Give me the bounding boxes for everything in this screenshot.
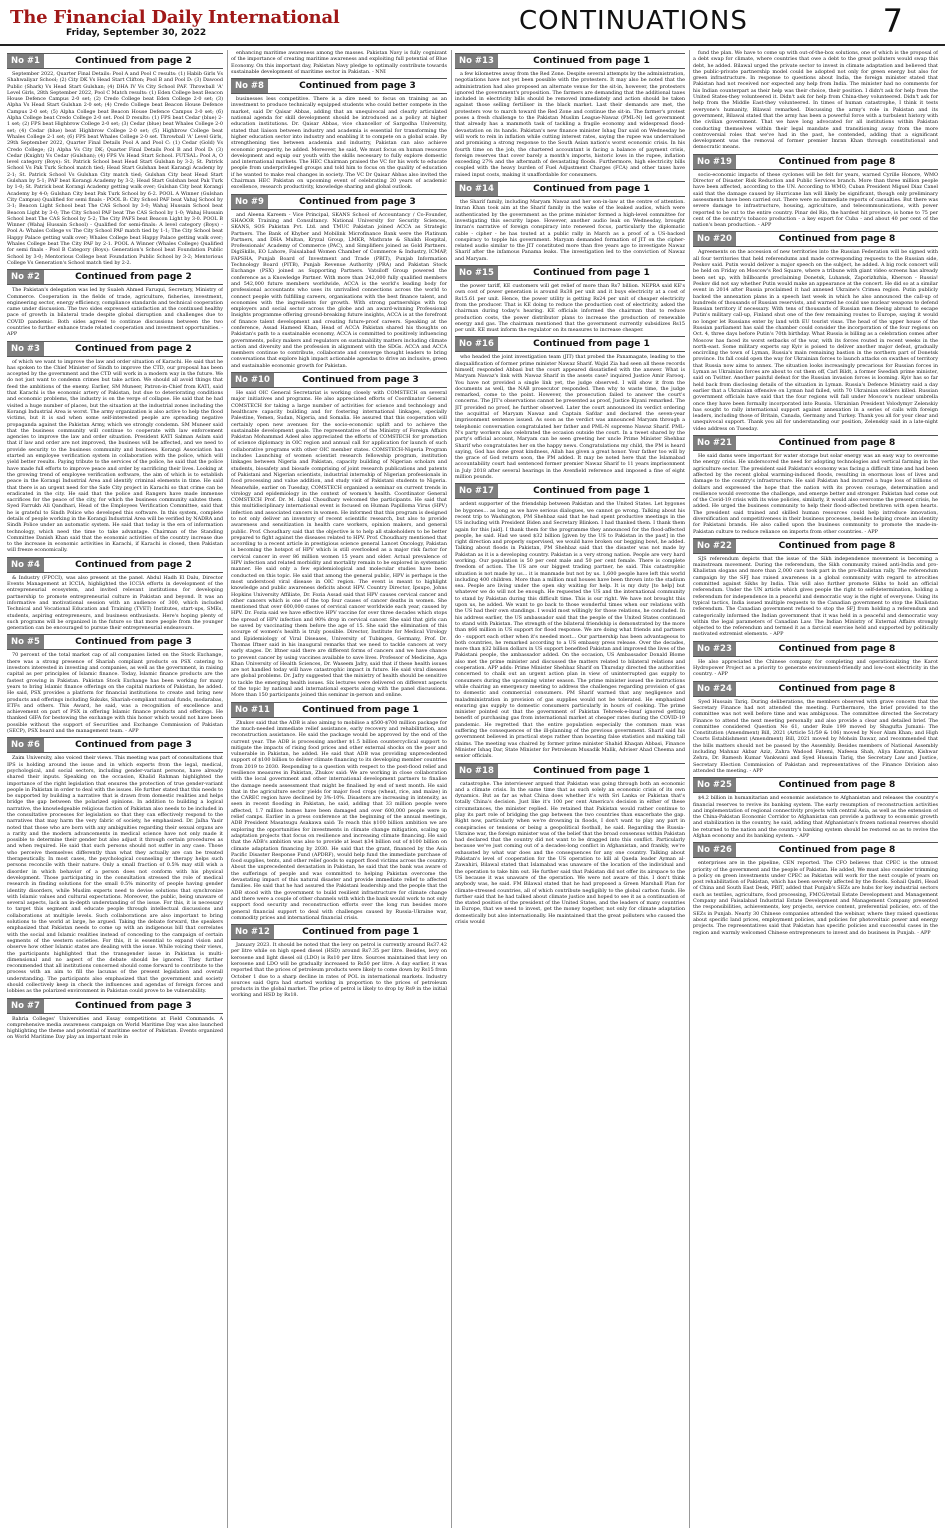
article-continuation-title: Continued from page 8: [778, 540, 896, 551]
column-2: [231, 50, 447, 1528]
article-continuation-title: Continued from page 8: [778, 683, 896, 694]
article-body: catastrophe. The interviewer argued that Pakistan was going through both an economic and a climate crisis. In the same time that as such solely an economic crisis of its own dynamics. But as far as what China does whether it's with Sri Lanka or Pakistan that's totally China's decision. Just like it's 100 per cent America's decision in either of these circumstances, the minister replied. He retained that Pakistan would rather continue to play its part role of bridging the gap between the two countries than exacerbate the gap. Right now, particularly when we're drowning in floods, I don't want to play any part in conspiracies or tensions or being a geopolitical football, he said. Regarding the Russia-Ukraine war, the foreign minister was of the belief that the broad consensus within Pakistan had declared that the country did not want to be dragged into this conflict. Particularly because we've just coming out of a decades-long conflict in Afghanistan, and frankly, we're exhausted by what war does and the consequences for any one country. Talking about Pakistan's level of cooperation for the US operation to kill al Qaeda leader Ayman al-Zawahiri, Bilawal stated that Islamabad was unaware of the location of the individual and the operation to take him out. He further said that Pakistan did not offer its airspace to the US because it was unaware of the operation. We were not aware of this. I don't think anybody was, he said. FM Bilawal stated that he had proposed a Green Marshall Plan for climate-stressed countries, all of which contribute negligibly to the global carbon funds. He further said that he had talked about climate justice and hoped to see it as a continuation of the stated position of the president of the United States, and the leaders of many countries in Europe, that we need to invest, get the money together, not only for climate adaptation domestically but also internationally. He maintained that the great polluters who caused the crisis would: [455, 780, 685, 926]
article: [7, 995, 223, 1041]
article-number-badge: No #12: [231, 925, 274, 939]
article-header: [693, 538, 938, 554]
article-number-badge: No #13: [455, 54, 498, 68]
article-header: [231, 78, 447, 94]
column-divider: [451, 50, 452, 1528]
masthead: [0, 0, 945, 46]
article-number-badge: No #4: [7, 558, 44, 572]
article: [231, 921, 447, 999]
article-number-badge: No #16: [455, 337, 498, 351]
section-title: CONTINUATIONS: [519, 6, 748, 36]
article: [693, 678, 938, 775]
article: [455, 50, 685, 178]
article-header: [693, 154, 938, 170]
article: [693, 535, 938, 638]
article: [693, 432, 938, 535]
article-continuation-title: Continued from page 3: [75, 740, 192, 751]
article-header: [7, 557, 223, 573]
article-body: Agreements on the accession of new territories into the Russian Federation will be signed with all four territories that held referendums and made corresponding requests to the Russian side, Peskov said. Putin would deliver a major speech on the subject, he added. A big rock concert will be held on Friday on Moscow's Red Square, where a tribune with giant video screens has already been set up, with billboards proclaiming Donetsk, Luhansk, Zaporizhzhia, Kherson - Russia! Peskov did not say whether Putin would make an appearance at the concert. He did so at a similar event in 2014 after Russia proclaimed it had annexed Ukraine's Crimea region. Putin publicly backed the annexation plans in a speech last week in which he also announced the call-up of hundreds of thousands of Russian reservists, and warned he could use nuclear weapons to defend Russian territory if necessary. With tens of thousands of Russian men fleeing abroad to escape Putin's military call-up, Finland shut one of the few remaining routes to Europe, saying it would no longer let Russians enter by land with EU tourist visas. The head of the upper house of the Russian parliament has said the chamber could consider the incorporation of the four regions on Oct. 4, three days before Putin's 70th birthday. What Russia is billing as a celebration comes after Moscow has faced its worst setbacks of the war, with its forces routed in recent weeks in the north-east. Some military experts say Kyiv is poised to deliver another major defeat, gradually encircling the town of Lyman, Russia's main remaining bastion in the northern part of Donetsk province. Its fall could open the way for Ukrainian forces to launch attacks on swathes of territory that Russia now aims to annex. The situation looks increasingly precarious for Russian forces in Lyman as Ukrainian forces are about to cut them off, Carl Bildt, a former Swedish prime minister, said on Twitter. Another painful defeat for the Russian invasion forces is looming. Kyiv has so far held back from disclosing details of the situation in Lyman. Russia's Defence Ministry said a day earlier that a Ukrainian offensive on Lyman had failed, with 70 Ukrainian soldiers killed. Russian government officials have said that the four regions will fall under Moscow's nuclear umbrella once they have been formally incorporated into Russia. Ukrainian President Volodymyr Zelenskiy has sought to rally international support against annexation in a series of calls with foreign leaders, including those of Britain, Canada, Germany and Turkey. Thank you all for your clear and unequivocal support. Thank you all for understanding our position, Zelenskiy said in a late-night video address on Tuesday.: [693, 249, 938, 432]
newspaper-title[interactable]: The Financial Daily International: [10, 7, 340, 28]
article-continuation-title: Continued from page 8: [778, 845, 896, 856]
article-continuation-title: Continued from page 3: [75, 637, 192, 648]
article-header: [693, 231, 938, 247]
article-body: 70 percent of the total market cap of all companies listed on the Stock Exchange, there was a strong presence of Shariah compliant products on PSX catering to investors interested in investing and companies, as well as the government, in raising capital as per principles of Islamic finance. Today, Islamic finance products are the fastest growing in Pakistan. Pakistan Stock Exchange has been working for many years to bring Islamic finance offerings on the capital markets of Pakistan, he added. He said, PSX provides a platform for financial institutions to create and bring new products and offerings including Sukuks, Shariah-compliant mutual funds, modarabas, ETFs and others. This Award, he said, was a recognition of excellence and achievement on part of PSX in offering Islamic finance products and offerings. He thanked GIFA for bestowing the exchange with this honor which would not have been possible without the support of Securities and Exchange Commission of Pakistan (SECP), PSX board and the management team. - APP: [7, 652, 223, 735]
article-number-badge: No #5: [7, 635, 44, 649]
article-number-badge: No #6: [7, 738, 44, 752]
article-continuation-title: Continued from page 2: [75, 272, 192, 283]
article-header: [7, 998, 223, 1014]
article-number-badge: No #24: [693, 682, 736, 696]
issue-date: Friday, September 30, 2022: [66, 28, 207, 38]
article: [693, 228, 938, 432]
article-body: Syed Hussain Tariq. During deliberations, the members observed with grave concern that the Secretary Finance had not attended the meeting. Furthermore, the brief provided to the committee was not well before time and was ambiguous. The committee directed the Secretary Finance to attend the next meeting personally and also provide a clear and detailed brief. The committee considered Question No 61, under Rule 199 moved by Shagufta Jumani: The Constitution (Amendment) Bill, 2021 (Article 51/59 & 106) moved by Noor Alam Khan; and High Courts Establishment (Amendment) Bill, 2021 moved by Mohsin Dawar, and recommended that the bills matters should not be passed by the Assembly. Besides members of National Assembly including Mahnaz Akbar Aziz, Zahra Wadood Fatemi, Nafeesa Shah, Aliya Kamran, Kishwar Zehra, Dr. Ramesh Kumar Vankwani and Syed Hussain Tariq, the Secretary Law and Justice, Secretary Election Commission of Pakistan and representatives of the Finance Division also attended the meeting. - APP: [693, 698, 938, 774]
article-number-badge: No #10: [231, 373, 274, 387]
article-header: [7, 53, 223, 69]
article-continuation-title: Continued from page 3: [299, 81, 416, 92]
article: [231, 50, 447, 75]
article-continuation-title: Continued from page 8: [778, 780, 896, 791]
article-body: of which we want to improve the law and order situation of Karachi. He said that he has spoken to the Chief Minister of Sindh to improve the CTD, our proposal has been accepted by the government and the CTD will work in a modern way in the future. We do not just want to condemn crimes but take action. We should all avoid things that feed the ambitions of the enemy. Earlier, SM Muneer, Patron-in-Chief from KATI, said that Karachi is the economic artery of Pakistan, but due to deteriorating conditions and economic problems, the industry is on the verge of collapse. He said that he had visited a huge number of places, but the situation at the industrial zones including the Korangi Industrial Area is worst. The army organization is also active to help the flood victims, but it is sad when some self-interested people are spreading negative propaganda against the Pakistan Army, which we strongly condemn. SM Muneer said that the business community will continue to cooperate with law enforcement agencies to improve the law and order situation. President KATI Salman Aslam said that if law and order are not improved, the business will be affected, and we need to provide security to the business community and business. Korangi Association has started an employee verification system in collaboration with the police, which will yield better results. Paying tribute to the services of the police, he said that the police have made full efforts to improve peace and order by sacrificing their lives. Looking at the growing trend of employee verification software, the aim of which is to establish peace in the Korangi Industrial Area and identify criminal elements in time. He said that there is an urgent need for the Safe City project in Karachi so that crime can be eradicated in the city. He said that the police and Rangers have made immense sacrifices for the peace of the city, for which the business community salutes them. Syed Farrukh Ali Qandhari, Head of the Employees Verification Committee, said that he is grateful to Sindh Police who developed this software. In this system, complete details of people working in the Korangi Industrial Area will be verified by NADRA and Sindh Police under an automatic system. He said that today is the era of information technology, which need the time to take advantage. Chairman of the Standing Committee Danish Khan said that the economic activities of the country increase due to the increase in economic activities in Karachi, if Karachi is closed, then Pakistan will freeze economically.: [7, 358, 223, 554]
article-number-badge: No #8: [231, 79, 268, 93]
article-number-badge: No #19: [693, 155, 736, 169]
article-body: September 2022, Quarter Final Details: Pool A and Pool C results: (1) Habib Girls Vs Shahwaliyar School; (2) City DK Vs Head Start Clifton; Pool B and Pool D: (3) Dawood Public (Shark) Vs Head Start Gulshan; (4) DHA IV Vs City School PAF. Throwball 'A' Level Girls, 28th September 2022, Pool C Match results: (1) Eden College beat Beacon House Defence Campus 2-0 set; (2) Credo College beat Eden College 2-0 set; (3) Alpha Vs Head Start Gulshan 2-0 set; (4) Credo College beat Beacon House Defence Campus 2-0 set; (5) Alpha College beat Beacon House Defence Campus 2-0 set; (6) Alpha College beat Credo College 2-0 set. Pool D results: (1) FPS beat Cedar (blue) 2-1 set; (2) FPS beat Highbrow College 2-0 set; (3) Cedar (blue) beat Whales College 2-0 set; (4) Cedar (blue) beat Highbrow College 2-0 set; (5) Highbrow College beat Whales College 2-1 set; (6) FPS beat Whales College 2-0 set. Throwball 'A' Level Girls, 29th September 2022, Quarter Final Details Pool A and Pool C: (1) Cedar (Gold) Vs Credo College; (2) Alpha Vs City DK; Quarter Final Details Pool B and Pool D: (3) Cedar (Knight) Vs Cedar (Gulshan); (4) FPS Vs Head Start School. FUTSAL: Pool A, O level category (Boys): St. Patrick School beat Head Start Gulshan by 3-2; St. Patrick School Vs Pak Turk School match tied; Head Start Gulshan beat Karangi Academy by 2-1; St. Patrick School Vs Gulshan City match tied; Gulshan City beat Head Start Gulshan by 5-1; PAF beat Korangi Academy by 3-2; Head Start Gulshan beat Pak Turk by 1-0; St. Patrick beat Korangi Academy getting walk over; Gulshan City beat Korangi Academy by 4-0; Gulshan City beat Pak Turk School by 6-2. POOL A Winner (Gulshan City Campus) Qualified for semi finals - POOL B: City School PAF beat Vahaj School by 3-1; Beacon Light School beat The CAS School by 3-0; Wahaj Hussain School beat Beacon Light by 3-0; The City School PAF beat The CAS School by 1-0; Wahaj Hussain School beat The CAS School by 5-2; The City PAFS beat Beacon Light by 3-0. POOL B Winner (Wahaj Hussain School) - Qualified for semi-finals: A level category (Boys) - Pool A: Whales College vs The City School PAF match tied by 1-1; The City School beat Happy Palace getting walk over; Whales College beat Happy Palace getting walk over; Whales College beat The City PAF by 2-1. POOL A Winner (Whales College) Qualified for semi finals - Pool B Category (Boys): Generation's School beat Foundation Public School by 3-0; Mentorious College beat Foundation Public School by 3-2; Mentorious College Vs Generation's School match tied by 2-2.: [7, 71, 223, 266]
article-continuation-title: Continued from page 8: [778, 643, 896, 654]
article-body: He said OIC General Secretariat is working closely with COMSTECH on several major initiatives and programs. He also appreciated efforts of Coordinator General COMSTECH for taking a large number of activities for science and technology and healthcare capacity building and for fostering international linkages, specially Palestine, Yemen, Sudan, Nigeria, and Somalia. He assured that this cooperation will certainly open new avenues for the socio-economic uplift and to achieve the sustainable development goals. The representative of the Ministry of Foreign Affairs Pakistan Mohammad Adeel also appreciated the efforts of COMSTECH for promotion of science diplomacy in OIC region and annual call for application for launch of such collaborative programs with other OIC member states. COMSTECH-Nigeria Program includes Launching of women scientist research fellowship program, institution linkages between Nigeria and Pakistan, capacity building of Nigerian scholars and students, biosafety and biosafe comprising of joint research publications and patents of Pakistani and Nigerian scientists, industrial internship of Nigerian professionals in food processing and value addition, and study visit of Pakistani students to Nigeria. Meanwhile, earlier on Tuesday, COMSTECH organized a seminar on current trends in virology and epidemiology in the context of women's health. Coordinator General COMSTECH Prof. Dr. M. Iqbal Choudhary welcomed the participants. He said that this multidisciplinary international event is focused on Human Papilloma Virus (HPV) infection and associated cancers in women. He informed that this program is designed to not only deliver an inventory of recent scientific research, but also to provide awareness and sensitization in health care workers, opinion makers, and general public. Prof. Choudhary said that the objective is to help all stakeholders to be better prepared to fight against the diseases related to HPV. Prof. Choudhary mentioned that according to a recent article in prestigious science general Lancet Oncology, Pakistan is becoming the hotspot of HPV which is still overlooked as a major risk factor for cervical cancer in over 86 million women 15 years and older. Actual prevalence of HPV infection and related morbidity and mortality remain to be explored in systematic manner. He said only a few epidemiological and molecular studies have been conducted on this topic. He said that among the general public, HPV is perhaps is the most understood viral disease in OIC region. The event is meant to highlight knowledge and public awareness deficits about HPV. Country Director, Ipsupo, Johns Hopkins University Affiliate, Dr. Fozia Assad said that HPV causes cervical cancer and other cancers which is one of the top four causes of cancer deaths in women. She mentioned that over 600,000 cases of cervical cancer worldwide each year, caused by HPV. Dr. Fozia said we have effective HPV vaccine for over three decades which stops the spread of HPV infection and 90% drop in cervical cancer. She said that girls can be saved by vaccinating them before the age of 15. She said the elimination of this scourge of women's health is truly possible. Director, Institute for Medical Virology and Epidemiology of Viral Diseases, University of Tubingen, Germany, Prof. Dr. Thomas Iftner said in his inaugural remarks that we need to tackle cancers at very early stages. Dr. Iftner said there are different forms of cancers and we have chance to prevent cancer by using vaccines available to save lives. Professor of Medicine, Aga Khan University of Health Sciences, Dr. Waseem Jafry, said that if these health issues are not handled today will have catastrophic impact in future. He said viral diseases are global problems. Dr. Jafry suggested that the ministry of health should be sensitive to tackle the emerging health issues. Six lectures were delivered on different aspects of the topic by national and international experts along with the panel discussions. More than 150 participants joined this seminar in-person and online.: [231, 390, 447, 699]
article-header: [693, 777, 938, 793]
article-header: [455, 763, 685, 779]
article-number-badge: No #1: [7, 54, 44, 68]
article: [7, 266, 223, 337]
column-divider: [689, 50, 690, 1528]
article-continuation-title: Continued from page 1: [533, 765, 650, 776]
article-body: who headed the joint investigation team (JIT) that probed the Panamagate, leading to the disqualification of former prime minister Nawaz Sharif. Wajid Zia had seen all these records himself, responded Abbasi but the court appeared dissatisfied with the answer. What is Maryam Nawaz's link with Nawaz Sharif in the assets case? inquired Justice Amir Farooq. You have not provided a single link yet, the judge observed. I will show it from the documents as well, the NAB prosecutor responded. Then why to waste time, the judge remarked, come to the point. However, the prosecution failed to answer the court's concerns. The JIT's observations cannot be presented as proof, Justice Kiyani remarked. The JIT provided no proof, he further observed. Later the court announced its verdict ordering the acquittal of Maryam Nawaz and Captain Safdar and declared the seven-year imprisonment sentence issued. As soon as the verdict was announced Maryam through a telephonic conversation congratulated her father and PML-N supremo Nawaz Sharif. PML-N's party workers also celebrated the occasion outside the court. In a tweet shared by the party's official account, Maryam can be seen greeting her uncle Prime Minister Shehbaz Sharif who congratulates her on the happy news. Congratulations my child, the PM is heard saying, God has done great kindness, Allah has given a great honor. Your father too will by the grace of God return soon, the PM added. It may be noted here that the Islamabad accountability court had sentenced former premier Nawaz Sharif to 11 years imprisonment in July 2018 after several hearings in the Avenfield reference and imposed a fine of eight million pounds.: [455, 354, 685, 481]
article-header: [455, 53, 685, 69]
column-1: [7, 50, 223, 1528]
article-body: & Industry (FPCCI), was also present at the panel. Abdul Hadh El Dalu, Director Events Management at ICCIA, highlighted the ICCIA efforts in development of the entrepreneurial ecosystem, and invited relevant institutions for developing partnership to promote entrepreneurial culture in Pakistan and beyond. It was an informative and motivational session with an audience of 300, which included Technical and Vocational Education and Training (TVET) Institutes, start-ups, SMEs, students, aspiring entrepreneurs, and business enthusiasts. Here's hoping plenty of such programs will be organized in the future so that more people from the younger generation can be encouraged to pursue their entrepreneurial endeavours.: [7, 574, 223, 632]
article-header: [7, 269, 223, 285]
article-header: [231, 372, 447, 388]
column-divider: [227, 50, 228, 1528]
article-body: a few kilometres away from the Red Zone. Despite several attempts by the administration, negotiations have not yet been possible with the protesters. It may also be noted that the administration had also proposed an alternate venue for the sit-in, however, the protesters ignored the government's proposition. The farmers are demanding that the additional taxes included in electricity bills should be removed immediately and action should be taken against those selling fertiliser in the black market. Last their demands are met, the protesters vow to march toward the Red Zone and continue the sit-in. The farmer's protest poses a fresh challenge to the Pakistan Muslim League-Nawaz (PML-N) led government that already has a mammoth task of tackling a fragile economy and widespread flood-devastation on its hands. Pakistan's new finance minister Ishaq Dar said on Wednesday he will work to rein in inflation while cutting interest rates, saying the rupee was undervalued and promising a strong response to the South Asian nation's worst economic crisis. In his fourth time on the job, the chartered accountant is facing a balance of payment crisis, foreign reserves that cover barely a month's imports, historic lows in the rupee, inflation exceeding 27% and the aftermath of devastating floods. Furthermore, high electricity bills coupled with the heavy burden of Fuel Adjustment Charges (FCA) and other taxes have raised input costs, making it unaffordable for consumers.: [455, 71, 685, 178]
article-header: [7, 737, 223, 753]
article-continuation-title: Continued from page 8: [778, 156, 896, 167]
article: [455, 178, 685, 262]
article: [455, 760, 685, 926]
article-number-badge: No #2: [7, 270, 44, 284]
article-number-badge: No #17: [455, 484, 498, 498]
article-header: [693, 842, 938, 858]
article-continuation-title: Continued from page 3: [75, 1000, 192, 1011]
article-body: socio-economic impacts of these cyclones will be felt for years, warned Cyrille Honore, WMO Director of Disaster Risk Reduction and Public Services branch. More than three million people have been affected, according to the UN. According to WMO, Cuban President Miguel Diaz Canel said that the damage caused by Hurricane Ian will likely be significant, though only preliminary assessments have been carried out. There were no immediate reports of casualties. But there was severe damage to infrastructure, housing, agriculture, and telecommunications, with power reported to be cut to the entire country. Pinar del Rio, the hardest hit province, is home to 75 per cent of the country's tobacco production - a key export for Cuba - and about 40 per cent of the nation's bean production. - APP: [693, 171, 938, 229]
article-number-badge: No #22: [693, 539, 736, 553]
article-body: January 2023. It should be noted that the levy on petrol is currently around Rs37.42 per litre while on high speed diesel (HSD) around Rs7.35 per litre. Besides, levy on kerosene and light diesel oil (LDO) is Rs10 per litre. Sources maintained that levy on kerosene and LDO will be gradually increased to Rs50 per litre. A day earlier, it was reported that the prices of petroleum products were likely to come down by Rs15 from October 1 due to a sharp decline in rates of POL in international markets. Industry sources said Ogra had started working in proportion to the prices of petroleum products in the global market. The price of petrol is likely to drop by Rs9 in the initial working and HSD by Rs18.: [231, 942, 447, 999]
article: [231, 75, 447, 190]
article-body: He said dams were important for water storage but solar energy was an easy way to overcome the energy crisis. He underscored the need for adopting technologies and vertical farming in the agriculture sector. The president said Pakistan's economy was facing a difficult time and had been affected by the recent global warming-induced floods, resulting in enormous loss of lives and damage to the country's infrastructure. He said Pakistan had incurred a huge loss of billions of dollars and expressed the hope that the nation with its proven courage, determination and resilience would overcome the challenge, and emerge better and stronger. Pakistan had come out of the Covid-19 crisis with its wise policies, similarly, it would also overcome the present crisis, he added. He urged the business community to help their flood-affected brethren with open hearts. The president said trained and skilled human resources could help introduce innovation, diversification and competitiveness in their business processes, besides helping create an identity for Pakistani brands. He also called upon the business community to promote the made-in-Pakistan culture to reduce reliance on imports from other countries. - APP: [693, 453, 938, 535]
article-header: [455, 181, 685, 197]
article-continuation-title: Continued from page 1: [533, 268, 650, 279]
article-continuation-title: Continued from page 2: [75, 559, 192, 570]
article-number-badge: No #14: [455, 182, 498, 196]
article-body: The Pakistan's delegation was led by Sualeh Ahmed Faruqui, Secretary, Ministry of Commerce. Cooperation in the fields of trade, agriculture, fisheries, investment, engineering sector, energy efficiency, compliance standards and technical cooperation came under discussion. The two sides expressed satisfaction at the continued healthy pace of growth in bilateral trade despite global disruption and challenges due to COVID pandemic. Both sides agreed to continue discussions between the two countries to further enhance trade related cooperation and investment opportunities. - APP: [7, 287, 223, 338]
article-header: [7, 341, 223, 357]
article: [693, 151, 938, 229]
article-header: [693, 435, 938, 451]
article-header: [231, 924, 447, 940]
column-4: [693, 50, 938, 1528]
article: [693, 839, 938, 936]
article: [7, 631, 223, 734]
article-body: the power tariff, KE customers will get relief of more than Rs7 billion. NEPRA said KE's own cost of power generation is around Rs38 per unit and it buys electricity at a cost of Rs15.61 per unit. Hence, the power utility is getting Rs24 per unit of cheaper electricity from the producer. That is KE doing to reduce the production cost of electricity, asked the chairman during today's hearing. KE officials informed the chairman that to reduce production costs, the power distributor plans to increase the production of renewable energy and gas. The chairman mentioned that the government currently subsidizes Rs15 per unit. KE must inform the regulator on its measures to increase cheaper.: [455, 283, 685, 334]
article-number-badge: No #18: [455, 764, 498, 778]
article-number-badge: No #26: [693, 843, 736, 857]
article-header: [231, 702, 447, 718]
article: [455, 333, 685, 480]
article-body: Zaim University, also voiced their views. This meeting was part of consultations that IPS is holding around the issue and in which experts from the legal, medical, psychological, and social sectors, including gender-variant persons, have already shared their inputs. Speaking on the occasion, Khalid Rahman highlighted the importance of the right legislation that ensures the protection of true gender-variant people in Pakistan in order to deal with the issues. He further stated that this needs to be supported by building a narrative that is drawn from domestic realities and helps bridge the gap between the polarized opinions. In addition to building a logical narrative, the knowledgeable religious faction of Pakistan also needs to be included in the consultative processes for legislation so that they can effectively respond to the narratives that may harm the very fabric of society, he emphasized. Dr. Jalha Yasir noted that those who are born with any ambiguities regarding their sexual organs are a rarity and the modern advancements in medical science have not only made it possible to determine their gender but also adjust it through certain procedures as and when required. He said that such persons should not suffer in any case. Those who perceive themselves differently than what they actually are can be treated therapeutically. In most cases, the psychological counseling or therapy helps such persons reconcile with their nature. Only a small fraction of 0.5% may still wish a disorder in which behavior of a person does not conform with his physical development. Those participating in the consultation stressed the role of medical research in finding solutions for the small 0.5% minority of people having gender identity disorders, while Muslim experts need to devise solutions that synchronize with Islamic values and cultural expectations. Moreover, the public, being unaware of several aspects, lack an in-depth understanding of the issue. For this, it is necessary to target this segment and educate people through intellectual discussions and collaborations at multiple levels. Such collaborations are also important to bring solutions to the world at large, he argued. Taking the debate forward, the speakers emphasized that Pakistan needs to come up with an indigenous bill that correlates with the social and Islamic realities instead of conceding to the campaign of certain segments of the western societies. For this, it is essential to expand vision and observe how other Islamic states are dealing with the issue. While voicing their views, the participants highlighted that the transgender issue in Pakistan is multi-dimensional and no aspect of the debate should be ignored. They further recommended that all institutions concerned should come forward to contribute to the process with an aim to fill the lacunas of the present legislation and overall understanding. The participants also emphasized that the government and society should collectively keep in check the influences and agendas of foreign forces and lobbies as the polarized environment in Pakistan could prove to be vulnerability.: [7, 755, 223, 995]
article-number-badge: No #21: [693, 436, 736, 450]
article-body: ardent supporter of the friendship between Pakistan and the United States. Let bygones be bygones... as long as we have serious dialogues, we cannot go wrong. Talking about his recent trip to Washington, PM Shehbaz said that he had spent productive meetings in the US including with President Biden and Secretary Blinken. I had thanked them. I thank them again for this [aid]. I thank them for the programme they announced for the flood-affected people, he said. Had we used $32 billion [given by the US to Pakistan in the past] in the right direction and properly supervised, we would have broken our begging bowl, he added. Talking about floods in Pakistan, PM Shehbaz said that the disaster was not made by Pakistan as it is a developing country. Pakistan is a very strong nation. People are very hard working. Our population is 50 per cent male and 50 per cent female. There is complete freedom of action. The US are our biggest trading partner, he said. This catastrophic situation is not made by us... it is manmade but not by us. 1,600 people have left this world including 400 children. More than a million mud houses have been thrown into the stadium sea. People are living under the open sky waiting for help. It is my duty [to help] but whatever we do will not be enough. He requested the US and the international community to stand by Pakistan during this difficult time. This is our right. We have not brought this upon us, he added. We want to go back to those wonderful times when our relations with the US had their own standings. I would most willingly for those relations, he concluded. In his address earlier, the US ambassador said that the people of the United States continued to stand with Pakistan. The strength of the bilateral friendship is demonstrated by the more than $66 million in US support for flood response. We are doing what friends and partners do - support each other when it's needed most... Our partnership has been advantageous to both countries, he remarked according to a US embassy press release. Over the decades, more than $32 billion dollars in US support benefited Pakistan and improved the lives of the Pakistani people, the ambassador added. On the occasion, US Ambassador Donald Blome also met the prime minister and discussed the matters related to bilateral relations and cooperation. APP adds: Prime Minister Shehbaz Sharif on Thursday directed the authorities concerned to chalk out an urgent action plan in view of uninterrupted gas supply to consumers during the upcoming winter season. The prime minister issued the instructions while chairing an emergency meeting to address the challenges regarding provision of gas to domestic and commercial consumers. PM Sharif warned that any negligence and maladministration in provision of gas supplies would not be tolerated. He emphasized ensuring gas supply to domestic consumers particularly in hours of cooking. The prime minister pointed out that the government of Pakistan Tehreek-e-Insaf ignored getting benefit of purchasing gas from international market at cheaper rates during the COVID-19 pandemic. He regretted that the entire population especially the common man was suffering the consequences of the ill-planning of the previous government. Sharif said his government believed in practical steps rather than boasting false statistics and making tall claims. The meeting was chaired by former prime minister Shahid Khaqan Abbasi, Finance Minister Ishaq Dar, State Minister for Petroleum Musadik Malik, Adviser Ahad Cheema and senior officials.: [455, 501, 685, 760]
page-number: 7: [882, 2, 903, 40]
article: [7, 338, 223, 554]
article-number-badge: No #11: [231, 703, 274, 717]
article: [231, 699, 447, 922]
article: [231, 191, 447, 369]
article-body: and Aleena Kareem - Vice Principal, SKANS School of Accountancy / Co-Founder, SHAOOR Training and Consultancy. National University for Security Sciences, SKANS, SOS Pakistan Pvt. Ltd. and TMUC Pakistan joined ACCA as Strategic Partners. The Bank of Khyber and Mobilink Microfinance Bank were the Platinum Partners, and DHA Multan, Kryzal Group, LMKR, Mathrate & Shaikh Hospital, Professionals' Academy of Commerce (PAC), and Simplifiers joined as Gold Partners. DigiSkills, EO Lahore, Faisalabad Women Chamber of Commerce & Industry, ICMAP, FAPSHA, Punjab Board of Investment and Trade (PBIT), Punjab Information Technology Board (PITB), Punjab Revenue Authority (PRA) and Pakistan Stock Exchange (PSX) joined as Supporting Partners. Vatsiloff Group powered the conference as a Knowledge Partner. With more than 242,000 fully qualified members and 542,000 future members worldwide, ACCA is the world's leading body for professional accountants who uses its unrivalled connections across the world to connect people with fulfilling careers, organisations with the best finance talent, and economies with the ingredients for growth. With strong partnerships with top employers and social sector across the globe and an award-winning Professional Insights programme offering ground-breaking future insights, ACCA is at the forefront of finance talent development and creating future-proof careers. Speaking at the conference, Assad Hameed Khan, Head of ACCA Pakistan shared his thoughts on Pakistan's path to a sustainable economy, ACCA is committed to positively influencing governments, policy makers and regulators on sustainability matters including climate action and diversity and the profession in alignment with the SDGs. ACCA and ACCA members continue to contribute, collaborate and converge thought leaders to bring conversations that explore high impact actionable agendas to drive an inclusive, green and sustainable economic growth for Pakistan.: [231, 211, 447, 369]
article-number-badge: No #25: [693, 778, 736, 792]
article-header: [455, 336, 685, 352]
article-continuation-title: Continued from page 1: [533, 339, 650, 350]
column-3: [455, 50, 685, 1528]
article-header: [7, 634, 223, 650]
article: [7, 734, 223, 994]
article: [693, 774, 938, 839]
article-continuation-title: Continued from page 8: [778, 234, 896, 245]
article: [7, 50, 223, 266]
article: [455, 480, 685, 759]
article-body: fund the plan. We have to come up with out-of-the-box solutions, one of which is the proposal of a debt swap for climate, where countries that owe a debt to the great polluters would swap this debt, he added. Bilawal urged the private sector to invest in climate adaptation and believed that the public-private partnership model could be adopted not only for green energy but also for green infrastructure. In response to questions about India, the foreign minister stated that Pakistan had not received nor expected any help from India. The minister had no comments for his Indian counterpart as their help was their choice, their position. I didn't ask for help from the United States-they volunteered it. Didn't ask for help from China-they volunteered. Didn't ask for help from the Middle East-they volunteered. In times of human catastrophe, I think it tests everyone's humanity, Bilawal remarked. Discussing the army's role in Pakistan and its government, Bilawal stated that the army has been a powerful force with a turbulent history with the civilian government. That we have long advocated for all institutions within Pakistan conducting themselves within their legal mandate and transitioning away from the more controversial roles that we've had in the past, he contended, adding that a significant development was the removal of former premier Imran Khan through constitutional and democratic means.: [693, 50, 938, 151]
article-continuation-title: Continued from page 1: [302, 927, 419, 938]
article-continuation-title: Continued from page 3: [302, 375, 419, 386]
article-header: [693, 641, 938, 657]
article-number-badge: No #20: [693, 232, 736, 246]
article-continuation-title: Continued from page 2: [75, 56, 192, 66]
article-number-badge: No #3: [7, 342, 44, 356]
article-header: [455, 265, 685, 281]
article-body: Zhukov said that the ADB is also aiming to mobilise a $500-$700 million package for the much-needed immediate relief assistance, early recovery and rehabilitation, and reconstruction assistance. He said the package would be approved by the end of the current year. The ADB is processing another $1.5 billion countercyclical support to mitigate the impacts of rising food prices and other external shocks on the poor and vulnerable in Pakistan, he added. He said that ADB was providing unprecedented support of $100 billion to deliver climate financing to its developing member countries from 2019 to 2030. Responding to a question with respect to the post-flood relief and resilience measures in Pakistan, Zhukov said: We are working in close collaboration with the local government and other international development partners to finalise the damage needs assessment that might be finalised by end of next month. He said that in the agriculture sector yields for major food crops (wheat, rice, and maize) in the CAREC region have declined by 3%-10%. Disasters are increasing in intensity, as seen in recent flooding in Pakistan, he said, adding that 33 million people were affected, 1.7 million homes have been damaged and over 600,000 people were in relief camps. Earlier in a press conference at the beginning of the annual meetings, ADB President Masatsugu Asakawa said: To reach this $100 billion ambition we are exploring the opportunities for investments in climate change mitigation, scaling up adaptation projects that focus on resilience and increasing climate financing. He said that the ADB's ambition was also to provide at least $34 billion out of $100 billion on climate adaptation financing by 2030. He said that the grant, financed by the Asia Pacific Disaster Response Fund (APDRF), would help fund the immediate purchase of food supplies, tents, and other relief goods to support flood victims across the country. About the unprecedented devastation in Pakistan, he said that the bank was aware of the sufferings of people and was committed to helping Pakistan overcome the devastating impact of this natural disaster and provide immediate relief to affected families. He said that he had assured the Pakistani leadership and the people that the ADB stood with the government to build resilient infrastructure for climate change and there were a couple of other channels with which the bank would work to not only support food security and reconstruction efforts over the long run besides more general financial support to deal with challenges caused by Russia-Ukraine war, commodity prices and international financial crisis.: [231, 719, 447, 921]
article-body: $4.2 billion in humanitarian and economic assistance to Afghanistan and releases the country's financial reserves to revive its banking system. The early resumption of reconstruction activities and implementation of regional connectivity projects with central Asia, as well as the extension of the China-Pakistan Economic Corridor to Afghanistan can provide a pathway to economic growth and stabilization in the country, he said, adding that Afghanistan's frozen national reserves should be returned to the nation and the country's banking system should be restored so as to revive the Afghan economy and its banking system. - APP: [693, 795, 938, 839]
article-body: SJS referendum depicts that the issue of the Sikh independence movement is becoming a mainstream movement. During the referendum, the Sikh community raised anti-India and pro-Khalistan slogans and more than 2,000 cars took part in the pro-Khalistan rally. The referendum campaign by the SFJ has raised awareness in a global community with regard to atrocities committed against Sikhs by India. This will also further promote Sikhs to hold an official referendum. Under the UN article which gives people the right to self-determination, holding a referendum for independence in a peaceful and democratic way is the right of everyone. Using its typical tactics, India issued multiple requests to the Canadian government to stop the Khalistan referendum. The Canadian government refused to stop the SFJ from holding a referendum and categorically informed the Indian government that it was held in a peaceful and democratic way within the legal parameters of Canadian Law. The Indian Ministry of External Affairs strongly objected to the referendum and termed it as a farcical exercise held and supported by politically motivated extremist elements. - APP: [693, 555, 938, 638]
article-body: enterprises are in the pipeline, CEN reported. The CFO believes that CPEC is the utmost priority of the government and the people of Pakistan. He added, We must also consider trimming a policy on green investments under CPEC as Pakistan will work for the next couple of years on post rehabilitation of Pakistan, which has been severely affected by the floods. Sohail Qadri, Head of China and South East Desk, PBIT, added that Punjab's SEZs are hubs for key industrial sectors such as textiles, agriculture, food processing, FMCG/retail Estate Development and Management Company and Faisalabad Industrial Estate Development and Management Company presented the responsibilities, achievements, key projects, service content, preferential policies, etc. of the SEZs in Punjab. Nearly 30 Chinese companies attended the webinar, where they raised questions about specific land prices, employment policies, and policies for photovoltaic power and energy projects. The representatives said that Pakistan has specific policies and successful cases in the region and warmly welcomed Chinese entrepreneurs to invest and do business in Punjab. - APP: [693, 860, 938, 936]
article-number-badge: No #9: [231, 195, 268, 209]
article-continuation-title: Continued from page 1: [533, 486, 650, 497]
article: [693, 638, 938, 678]
article-body: Bahria Colleges' Universities and Essay competitions at Field Commands. A comprehensive media awareness campaign on World Maritime Day was also launched highlighting the theme and potential of maritime sector of Pakistan. Events organized on World Maritime Day play an important role in: [7, 1015, 223, 1041]
article-continuation-title: Continued from page 8: [778, 438, 896, 449]
article-body: He also appreciated the Chinese company for completing and operationalizing the Karot Hydropower Project as a priority to generate environment-friendly and low-cost electricity in the country. - APP: [693, 658, 938, 678]
article-header: [231, 194, 447, 210]
article-header: [693, 681, 938, 697]
article-body: the Sharif family, including Maryam Nawaz and her son-in-law at the centre of attention. Imran Khan took aim at the Sharif family in the wake of the leaked audios, which were authenticated by the government as the prime minister formed a high-level committee for investigating this security lapse. However, another audio leak on Wednesday, brought Imran's narrative of foreign conspiracy into renewed focus, particularly the diplomatic cable - cipher - he has touted at a public rally in March as a proof of a US-backed conspiracy to topple his government. Maryam demanded formation of JIT on the cipher-related audio similar to the JIT constituted more than five years ago to investigate Nawaz Sharif after the infamous Panama leaks. The investigation led to the conviction of Nawaz and Maryam.: [455, 199, 685, 262]
article-header: [455, 483, 685, 499]
article-number-badge: No #7: [7, 999, 44, 1013]
article-continuation-title: Continued from page 2: [75, 343, 192, 354]
article-continuation-title: Continued from page 3: [299, 196, 416, 207]
article: [693, 50, 938, 151]
article-body: businesses less competitive. There is a dire need to focus on training as an investment to produce technically equipped students who could better compete in the market, said Dr Qaisar Abbas, adding that an unequivocal and clearly articulated national agenda for skill development should be introduced as a policy at higher education institutions. Dr. Qaisar Abbas, vice chancellor of Sargodha University, stated that liaison between industry and academia is essential for transforming the higher education sector into industry and enabling it to compete on a global scale. By strengthening ties between academia and industry, Pakistan can also achieve economic prosperity, he added. Moreover, he said, We must focus on human resource development and equip our youth with the skills necessary to fully explore domestic and international markets. The HEC Chairman praised the VC for his work to educate people from underprivileged groups and told him to focus on the quality of education if he wanted to make real changes in society. The VC Dr Qaisar Abbas also invited the Chairman HEC Pakistan on upcoming event of celebrating 20 years of academic excellence, research productivity, knowledge sharing and global outlook.: [231, 96, 447, 191]
article-number-badge: No #15: [455, 266, 498, 280]
article-continuation-title: Continued from page 1: [533, 56, 650, 66]
article-continuation-title: Continued from page 1: [533, 184, 650, 195]
article: [231, 369, 447, 699]
article: [7, 554, 223, 632]
article-body: enhancing maritime awareness among the masses. Pakistan Navy is fully cognizant of the importance of creating maritime awareness and exploiting full potential of Blue Economy. On this important day, Pakistan Navy pledge to optimally contribute towards sustainable development of maritime sector in Pakistan. - NNI: [231, 50, 447, 75]
article: [455, 262, 685, 333]
article-continuation-title: Continued from page 1: [302, 704, 419, 715]
article-number-badge: No #23: [693, 642, 736, 656]
